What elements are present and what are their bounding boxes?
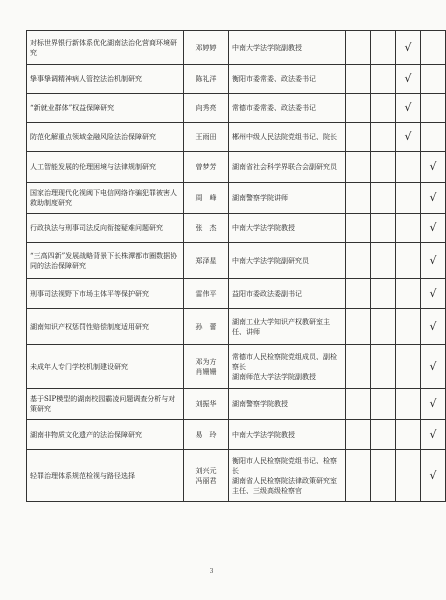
check-cell (371, 183, 396, 214)
project-title: 湖南非物质文化遗产的法治保障研究 (27, 420, 184, 450)
check-cell: √ (421, 214, 446, 243)
project-lead: 周 峰 (184, 183, 229, 214)
check-cell (396, 389, 421, 420)
table-row (27, 309, 446, 345)
check-cell (371, 345, 396, 389)
project-title: “新就业群体”权益保障研究 (27, 94, 184, 123)
check-cell (396, 152, 421, 183)
project-lead: 刘兴元 冯丽君 (184, 450, 229, 502)
check-cell (346, 65, 371, 94)
table-row (27, 243, 446, 279)
table-row (27, 345, 446, 389)
lead-affiliation: 中南大学法学院副教授 (229, 31, 346, 65)
table-row (27, 450, 446, 502)
check-cell (396, 214, 421, 243)
check-cell: √ (421, 389, 446, 420)
check-cell (371, 214, 396, 243)
project-title: 国家治理现代化视阈下电信网络诈骗犯罪被害人救助制度研究 (27, 183, 184, 214)
check-cell: √ (421, 420, 446, 450)
check-cell (371, 31, 396, 65)
project-lead: 孙 蕾 (184, 309, 229, 345)
project-title: 刑事司法视野下市场主体平等保护研究 (27, 279, 184, 309)
check-cell: √ (396, 94, 421, 123)
project-lead: 曾梦芳 (184, 152, 229, 183)
check-cell (371, 152, 396, 183)
check-cell: √ (396, 31, 421, 65)
project-lead: 雷伟平 (184, 279, 229, 309)
table-row (27, 279, 446, 309)
lead-affiliation: 湖南警察学院讲师 (229, 183, 346, 214)
check-cell (346, 389, 371, 420)
check-cell (371, 420, 396, 450)
lead-affiliation: 衡阳市人民检察院党组书记、检察长 湖南省人民检察院法律政策研究室主任、三级高级检察官 (229, 450, 346, 502)
lead-affiliation: 湖南省社会科学界联合会副研究员 (229, 152, 346, 183)
check-cell: √ (421, 345, 446, 389)
project-title: 防范化解重点领域金融风险法治保障研究 (27, 123, 184, 152)
check-cell: √ (421, 309, 446, 345)
table-row (27, 31, 446, 65)
table-row (27, 123, 446, 152)
lead-affiliation: 中南大学法学院教授 (229, 420, 346, 450)
project-title: 行政执法与刑事司法反向衔接疑难问题研究 (27, 214, 184, 243)
lead-affiliation: 衡阳市委常委、政法委书记 (229, 65, 346, 94)
project-title: 未成年人专门学校机制建设研究 (27, 345, 184, 389)
page-number: 3 (209, 567, 214, 575)
check-cell (421, 94, 446, 123)
project-title: 湖南知识产权惩罚性赔偿制度适用研究 (27, 309, 184, 345)
lead-affiliation: 常德市委常委、政法委书记 (229, 94, 346, 123)
project-lead: 王雨田 (184, 123, 229, 152)
project-table (26, 30, 446, 502)
check-cell (421, 123, 446, 152)
check-cell (371, 309, 396, 345)
check-cell (396, 279, 421, 309)
project-lead: 陈礼洋 (184, 65, 229, 94)
lead-affiliation: 郴州中级人民法院党组书记、院长 (229, 123, 346, 152)
check-cell (371, 94, 396, 123)
lead-affiliation: 中南大学法学院教授 (229, 214, 346, 243)
check-cell: √ (421, 279, 446, 309)
table-row (27, 183, 446, 214)
check-cell (346, 279, 371, 309)
table-row (27, 389, 446, 420)
check-cell: √ (396, 65, 421, 94)
project-title: 挚事挚调精神病人管控法治机制研究 (27, 65, 184, 94)
project-title: 对标世界银行新体系优化湖南法治化营商环境研究 (27, 31, 184, 65)
check-cell (371, 279, 396, 309)
project-lead: 易 玲 (184, 420, 229, 450)
check-cell (346, 243, 371, 279)
check-cell: √ (421, 183, 446, 214)
project-title: “三高四新”发展战略背景下长株潭都市圈数据协同的法治保障研究 (27, 243, 184, 279)
project-lead: 张 杰 (184, 214, 229, 243)
check-cell (421, 65, 446, 94)
check-cell (346, 450, 371, 502)
check-cell (346, 214, 371, 243)
project-title: 轻罪治理体系规范检视与路径选择 (27, 450, 184, 502)
check-cell (371, 65, 396, 94)
check-cell (346, 31, 371, 65)
project-title: 人工智能发展的伦理困境与法律规制研究 (27, 152, 184, 183)
check-cell (371, 450, 396, 502)
check-cell (346, 420, 371, 450)
table-row (27, 65, 446, 94)
lead-affiliation: 益阳市委政法委副书记 (229, 279, 346, 309)
table-row (27, 152, 446, 183)
project-lead: 郑泽星 (184, 243, 229, 279)
check-cell: √ (396, 123, 421, 152)
check-cell (346, 345, 371, 389)
check-cell (346, 94, 371, 123)
table-row (27, 94, 446, 123)
check-cell (396, 183, 421, 214)
check-cell (346, 152, 371, 183)
check-cell: √ (421, 152, 446, 183)
check-cell (396, 420, 421, 450)
lead-affiliation: 常德市人民检察院党组成员、副检察长 湖南师范大学法学院副教授 (229, 345, 346, 389)
lead-affiliation: 中南大学法学院副研究员 (229, 243, 346, 279)
check-cell: √ (421, 243, 446, 279)
check-cell (346, 183, 371, 214)
project-lead: 邓为方 肖姗姗 (184, 345, 229, 389)
table-row (27, 420, 446, 450)
table-row (27, 214, 446, 243)
check-cell (396, 450, 421, 502)
check-cell (371, 389, 396, 420)
check-cell (371, 123, 396, 152)
check-cell (396, 345, 421, 389)
project-lead: 刘振华 (184, 389, 229, 420)
lead-affiliation: 湖南警察学院教授 (229, 389, 346, 420)
check-cell: √ (421, 450, 446, 502)
check-cell (346, 123, 371, 152)
check-cell (396, 309, 421, 345)
check-cell (371, 243, 396, 279)
check-cell (346, 309, 371, 345)
check-cell (396, 243, 421, 279)
project-lead: 向秀亮 (184, 94, 229, 123)
project-title: 基于SIP模型的湖南校园霸凌问题调查分析与对策研究 (27, 389, 184, 420)
lead-affiliation: 湖南工业大学知识产权教研室主任、讲师 (229, 309, 346, 345)
project-lead: 邓婷婷 (184, 31, 229, 65)
check-cell (421, 31, 446, 65)
